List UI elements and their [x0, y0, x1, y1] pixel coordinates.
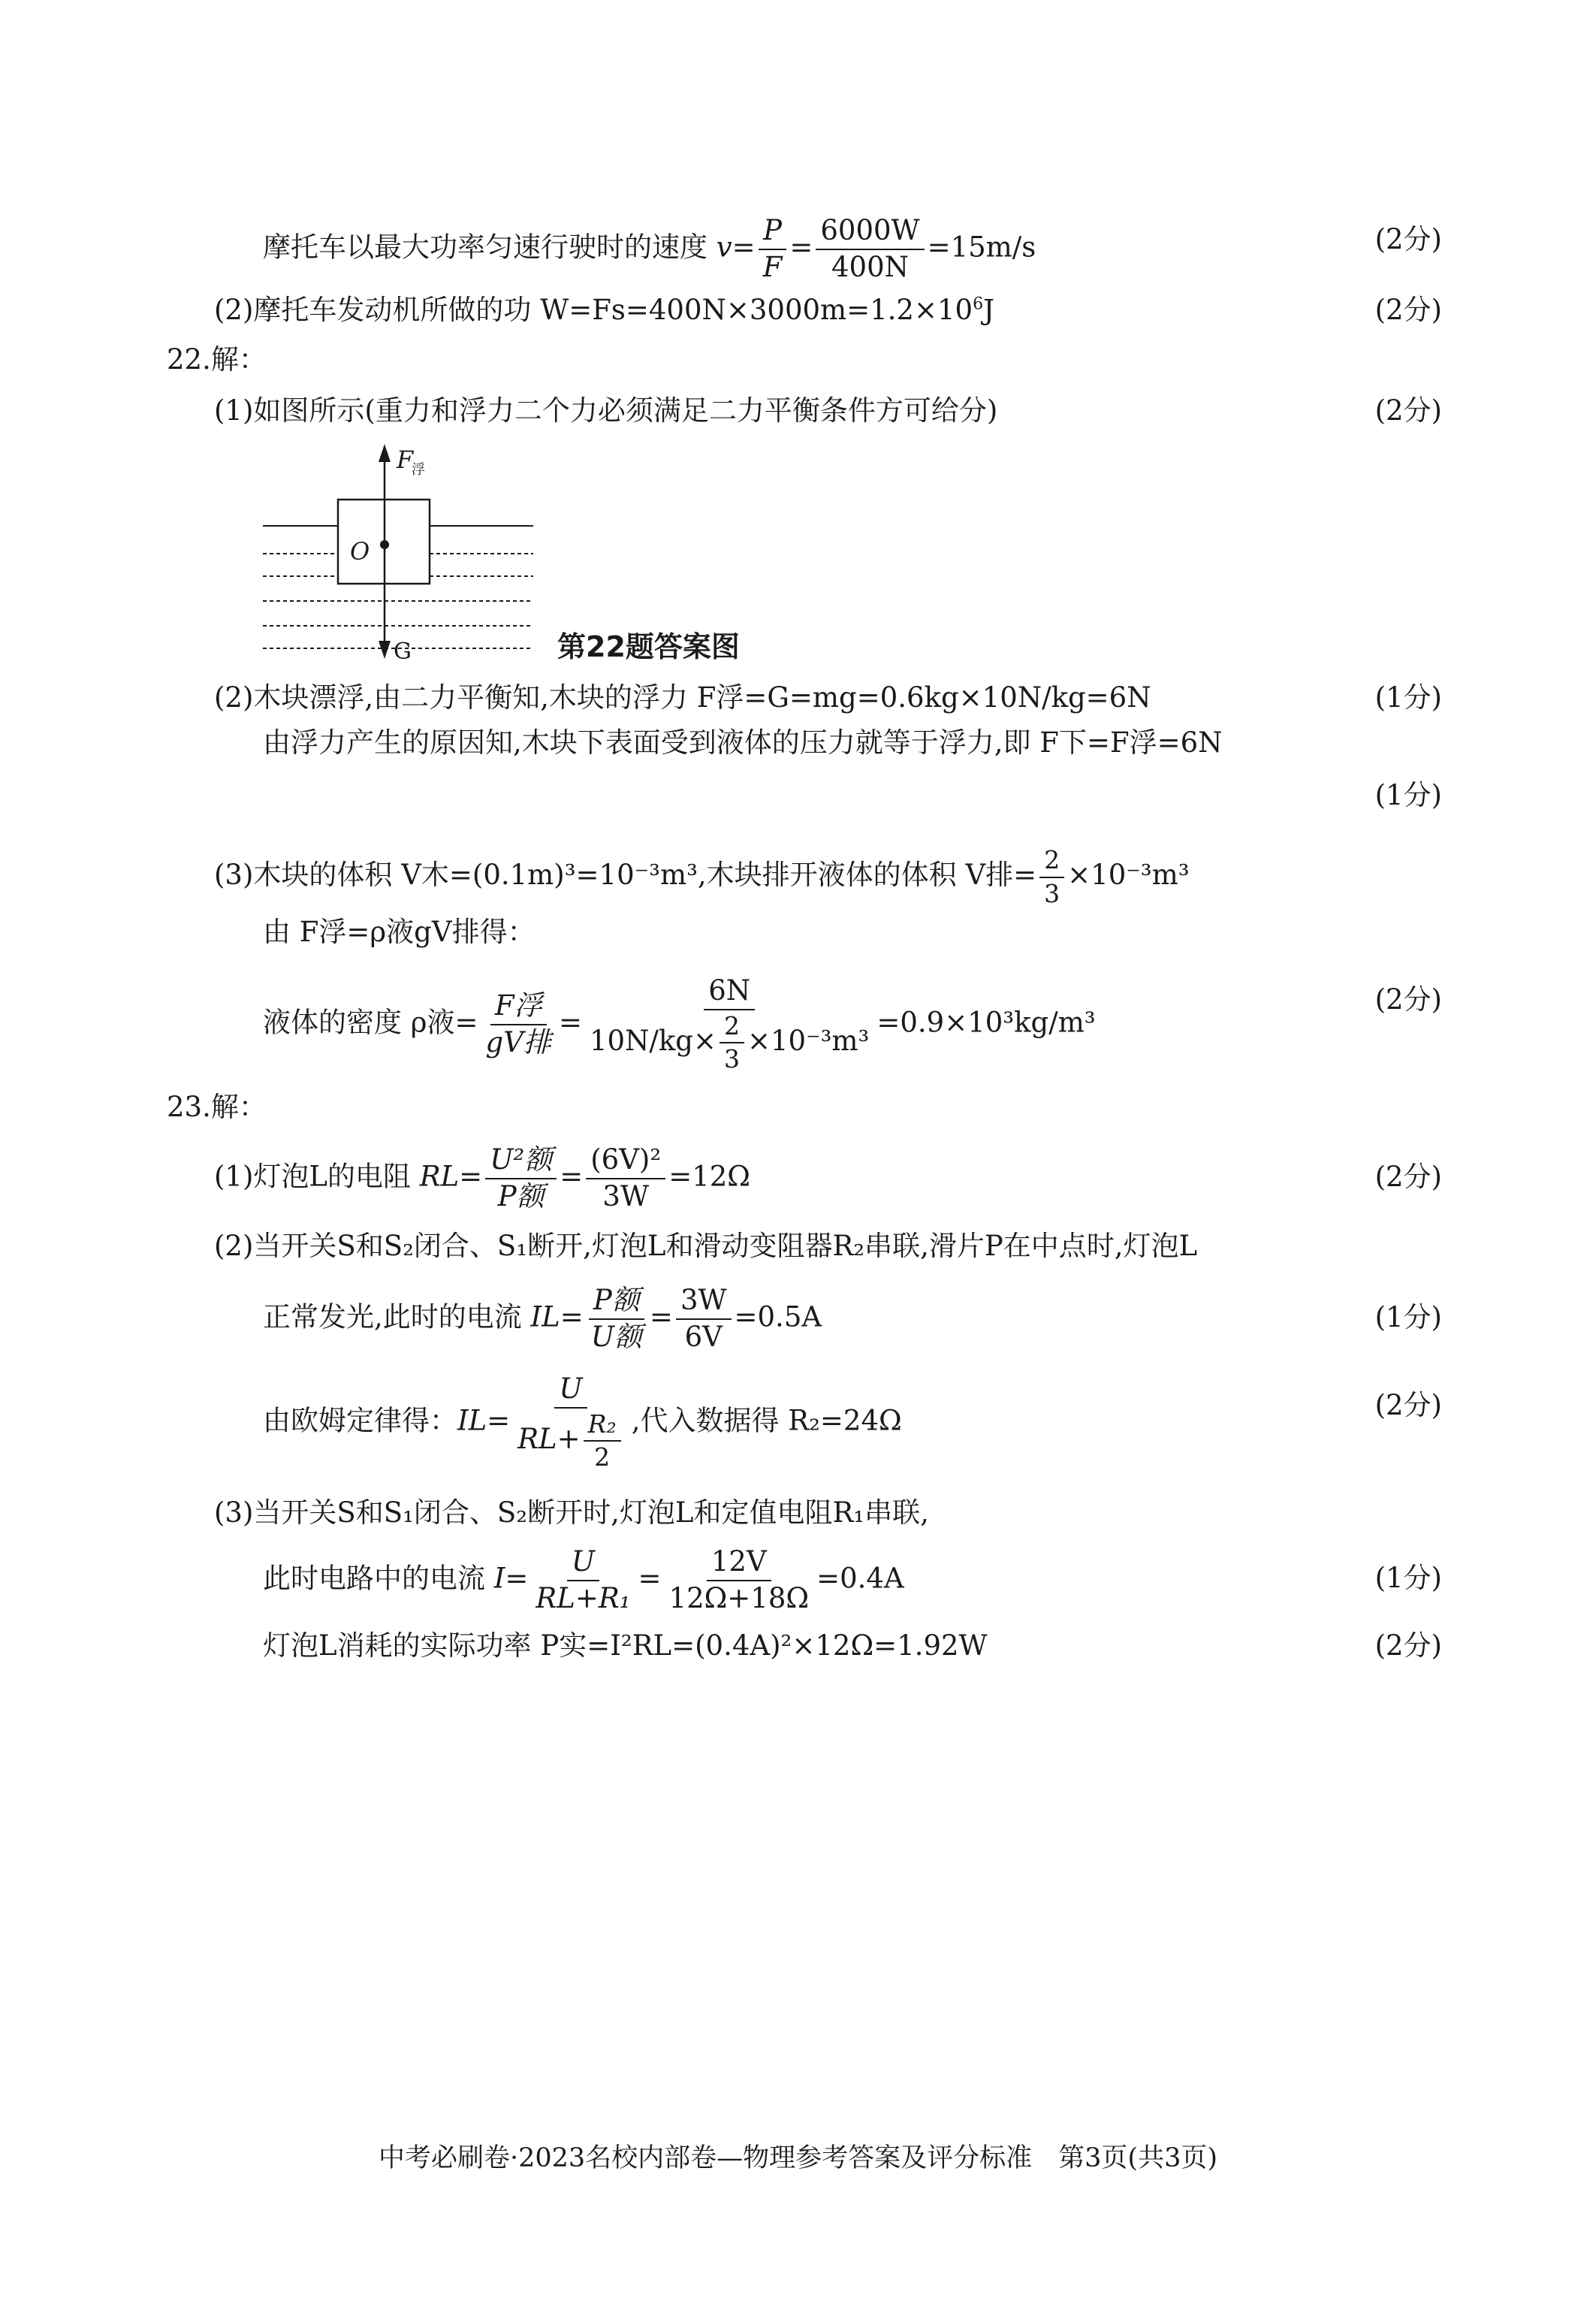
score: (1分)	[1374, 1562, 1442, 1594]
velocity-symbol: v	[716, 231, 732, 264]
fraction-p-over-f: $\frac{P}{F}$	[759, 216, 787, 282]
q23-part2: (2)当开关S和S₂闭合、S₁断开,灯泡L和滑动变阻器R₂串联,滑片P在中点时,灯泡L	[214, 1230, 1198, 1262]
q22-formula: 由 F浮=ρ液gV排得：	[263, 916, 536, 948]
velocity-line: 摩托车以最大功率匀速行驶时的速度 v= $\frac{P}{F}$ = $\frac{6000W}{400N}$ =15m/s	[263, 214, 1036, 283]
velocity-result: =15m/s	[927, 231, 1036, 264]
score: (2分)	[1374, 983, 1442, 1016]
velocity-text: 摩托车以最大功率匀速行驶时的速度	[263, 231, 707, 264]
work-line: (2)摩托车发动机所做的功 $W=Fs=400N\times 3000m=1.2\times 10^6J$	[214, 294, 994, 326]
buoyancy-arrow	[379, 444, 391, 462]
q22-part2-cont: 由浮力产生的原因知,木块下表面受到液体的压力就等于浮力,即 F下=F浮=6N	[263, 726, 1223, 759]
floating-block-diagram	[255, 439, 571, 665]
score: (2分)	[1374, 394, 1442, 427]
work-equation: W=Fs=400N×3000m=1.2×10	[540, 294, 973, 326]
score: (2分)	[1374, 223, 1442, 255]
fraction-values: $\frac{6000W}{400N}$	[816, 216, 924, 282]
q22-part2: (2)木块漂浮,由二力平衡知,木块的浮力 F浮=G=mg=0.6kg×10N/kg=6N	[214, 681, 1151, 714]
label-o: O	[350, 537, 370, 566]
q22-part1: (1)如图所示(重力和浮力二个力必须满足二力平衡条件方可给分)	[214, 394, 998, 427]
label-f: F	[397, 445, 414, 474]
question-23-heading: 23.解：	[167, 1091, 267, 1123]
question-22-heading: 22.解：	[167, 343, 267, 376]
label-f-sub: 浮	[412, 462, 425, 478]
score: (1分)	[1374, 1301, 1442, 1333]
q23-part2-current: 正常发光,此时的电流 IL= $\frac{\text{P额}}{\text{U额}}$ = $\frac{3W}{6V}$ =0.5A	[263, 1284, 822, 1353]
label-g: G	[394, 639, 412, 665]
score: (1分)	[1374, 681, 1442, 714]
figure-caption: 第22题答案图	[557, 630, 740, 663]
q22-density: 液体的密度 ρ液= $\frac{\text{F浮}}{\text{gV排}}$ = 6N 10N/kg× $\frac{2}{3}$ ×10⁻³m³ =0.9×10³kg/m³	[263, 974, 1096, 1074]
score: (2分)	[1374, 1389, 1442, 1421]
q22-part3: (3)木块的体积 V木=(0.1m)³=10⁻³m³,木块排开液体的体积 V排= $\frac{2}{3}$ ×10⁻³m³	[214, 845, 1190, 908]
q23-ohm: 由欧姆定律得：IL= U RL+ $\frac{\text{R₂}}{2}$ ,代入数据得 R₂=24Ω	[263, 1372, 902, 1472]
q23-power: 灯泡L消耗的实际功率 P实=I²RL=(0.4A)²×12Ω=1.92W	[263, 1629, 988, 1662]
score: (2分)	[1374, 294, 1442, 326]
gravity-arrow	[379, 641, 391, 659]
q23-part1: (1)灯泡L的电阻 RL= $\frac{\text{U²额}}{\text{P额}}$ = $\frac{\text{(6V)²}}{3W}$ =12Ω	[214, 1143, 750, 1212]
page-footer: 中考必刷卷·2023名校内部卷—物理参考答案及评分标准 第3页(共3页)	[378, 2143, 1218, 2173]
q23-part3-current: 此时电路中的电流 I= $\frac{U}{\text{RL+R₁}}$ = $\frac{12V}{12\Omega+18\Omega}$ =0.4A	[263, 1545, 904, 1614]
score: (2分)	[1374, 1161, 1442, 1193]
score: (2分)	[1374, 1629, 1442, 1662]
score: (1分)	[1374, 779, 1442, 811]
center-point	[380, 540, 389, 549]
q23-part3: (3)当开关S和S₁闭合、S₂断开时,灯泡L和定值电阻R₁串联,	[214, 1496, 929, 1529]
